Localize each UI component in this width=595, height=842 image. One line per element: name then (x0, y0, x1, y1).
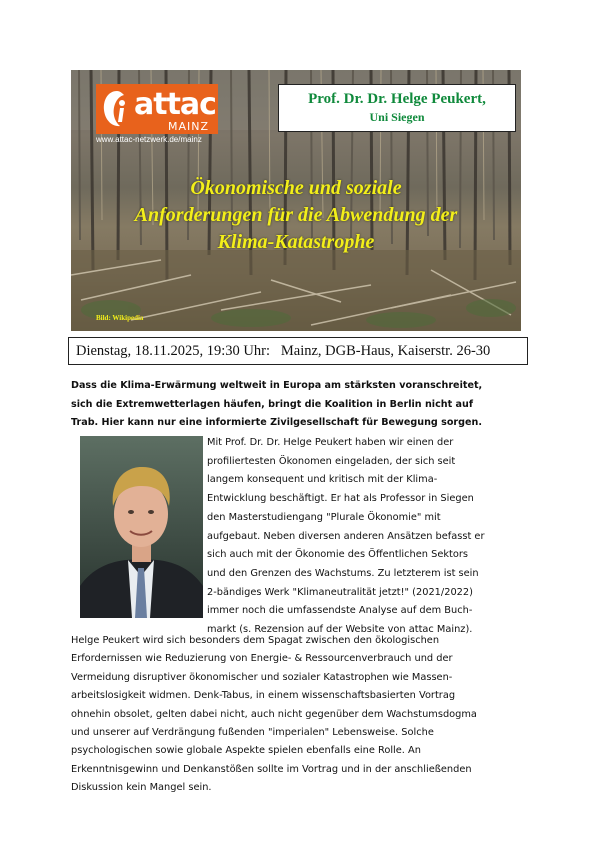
bio-line: sich auch mit der Ökonomie des Öffentlichen Sektors (207, 549, 468, 561)
lead-line: Trab. Hier kann nur eine informierte Zivilgesellschaft für Bewegung sorgen. (71, 417, 482, 428)
body-line: Helge Peukert wird sich besonders dem Spagat zwischen den ökologischen (71, 635, 440, 646)
lead-line: sich die Extremwetterlagen häufen, bringt die Koalition in Berlin nicht auf (71, 398, 473, 410)
speaker-bio (207, 434, 529, 640)
body-line: Vermeidung disruptiver ökonomischer und sozialer Katastrophen wie Massen- (71, 671, 453, 683)
logo-url: www.attac-netzwerk.de/mainz (96, 135, 202, 144)
bio-line: Entwicklung beschäftigt. Er hat als Professor in Siegen (207, 493, 474, 505)
lead-paragraph (71, 377, 531, 433)
event-info-box (68, 337, 528, 365)
body-line: ohnehin obsolet, gelten dabei nicht, auch nicht gegenüber dem Wachstumsdogma (71, 708, 477, 720)
attac-figure-icon (100, 88, 134, 130)
speaker-affiliation: Uni Siegen (369, 110, 425, 124)
event-title (71, 175, 521, 256)
bio-line: 2-bändiges Werk "Klimaneutralität jetzt!" (2021/2022) (207, 586, 473, 598)
logo-badge (96, 84, 218, 134)
bio-line: den Masterstudiengang "Plurale Ökonomie" mit (207, 511, 441, 523)
logo-city: MAINZ (168, 120, 210, 133)
body-line: und unserer auf Verdrängung fußenden "imperialen" Lebensweise. Solche (71, 727, 434, 739)
event-location: Mainz, DGB-Haus, Kaiserstr. 26-30 (280, 343, 491, 359)
bio-line: Mit Prof. Dr. Dr. Helge Peukert haben wir einen der (207, 437, 454, 448)
speaker-name: Prof. Dr. Dr. Helge Peukert, (308, 91, 486, 107)
bio-line: aufgebaut. Neben diversen anderen Ansätzen befasst er (207, 530, 485, 542)
event-datetime: Dienstag, 18.11.2025, 19:30 Uhr: (76, 343, 270, 359)
portrait-illustration (80, 436, 203, 618)
body-line: psychologischen sowie globale Aspekte spielen ebenfalls eine Rolle. An (71, 745, 421, 757)
hero-image (71, 70, 521, 331)
event-title-line: Anforderungen für die Abwendung der (134, 204, 458, 226)
talk-description (71, 632, 531, 798)
bio-line: langem konsequent und kritisch mit der Klima- (207, 474, 438, 486)
attac-logo (96, 84, 221, 150)
speaker-box (278, 84, 516, 132)
bio-line: und den Grenzen des Wachstums. Zu letzterem ist sein (207, 567, 479, 579)
body-line: Erkenntnisgewinn und Denkanstößen sollte im Vortrag und in der anschließenden (71, 763, 472, 775)
event-title-line: Ökonomische und soziale (190, 177, 402, 199)
speaker-portrait (80, 436, 203, 618)
body-line: arbeitslosigkeit widmen. Denk-Tabus, in einem wissenschaftsbasierten Vortrag (71, 690, 456, 702)
bio-line: markt (s. Rezension auf der Website von attac Mainz). (207, 624, 473, 636)
bio-line: immer noch die umfassendste Analyse auf dem Buch- (207, 605, 473, 617)
bio-line: profiliertesten Ökonomen eingeladen, der sich seit (207, 455, 456, 467)
logo-wordmark: attac (134, 87, 216, 122)
body-line: Erfordernissen wie Reduzierung von Energie- & Ressourcenverbrauch und der (71, 653, 453, 665)
event-title-line: Klima-Katastrophe (217, 231, 375, 253)
photo-credit: Bild: Wikipedia (96, 314, 144, 322)
body-line: Diskussion kein Mangel sein. (71, 782, 212, 794)
lead-line: Dass die Klima-Erwärmung weltweit in Europa am stärksten voranschreitet, (71, 380, 483, 391)
